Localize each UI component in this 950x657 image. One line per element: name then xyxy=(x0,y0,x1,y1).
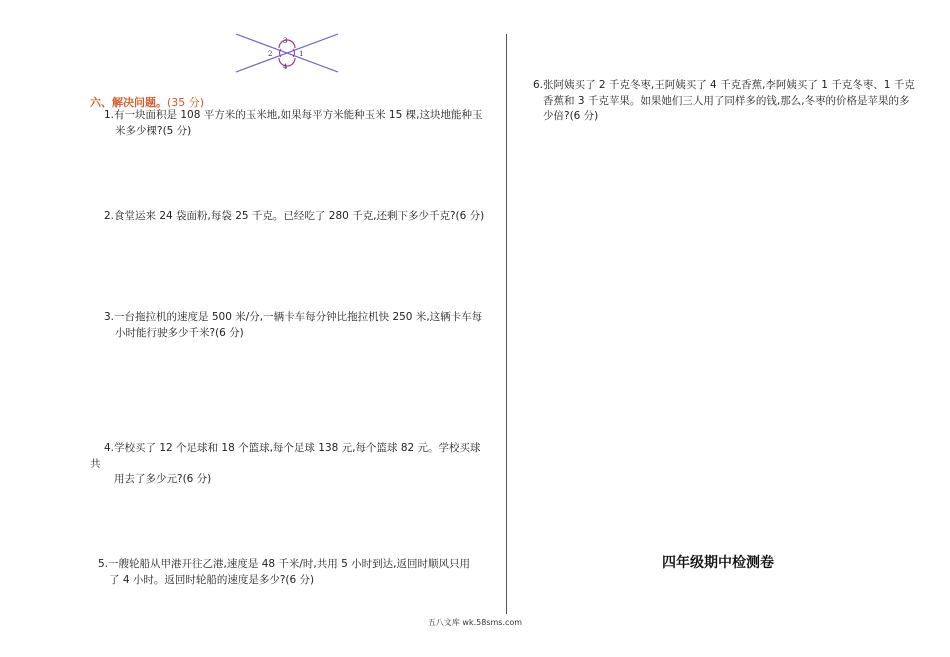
question-4-line-3: 用去了多少元?(6 分) xyxy=(114,473,212,485)
question-6-line-3: 少倍?(6 分) xyxy=(543,110,599,122)
angle-label-2: 2 xyxy=(268,50,273,58)
exam-title: 四年级期中检测卷 xyxy=(662,555,774,571)
question-1-line-1: 1.有一块面积是 108 平方米的玉米地,如果每平方米能种玉米 15 棵,这块地能种玉 xyxy=(104,109,483,121)
question-4-line-1: 4.学校买了 12 个足球和 18 个篮球,每个足球 138 元,每个篮球 82 元。学校买球 xyxy=(104,442,481,454)
question-1 xyxy=(104,108,499,139)
question-5 xyxy=(98,557,488,588)
angle-label-1: 1 xyxy=(299,50,304,58)
intersecting-lines-diagram xyxy=(232,32,344,74)
section-title-text: 六、解决问题。 xyxy=(90,96,167,109)
question-2-line-1: 2.食堂运来 24 袋面粉,每袋 25 千克。已经吃了 280 千克,还剩下多少千克?(6 分) xyxy=(104,210,485,222)
column-divider xyxy=(506,34,507,614)
section-points: (35 分) xyxy=(167,96,205,109)
question-1-line-2: 米多少棵?(5 分) xyxy=(115,124,192,137)
question-3-line-1: 3.一台拖拉机的速度是 500 米/分,一辆卡车每分钟比拖拉机快 250 米,这辆卡车每 xyxy=(104,311,483,323)
angle-label-3: 3 xyxy=(283,37,288,45)
question-6 xyxy=(533,78,918,125)
question-6-line-1: 6.张阿姨买了 2 千克冬枣,王阿姨买了 4 千克香蕉,李阿姨买了 1 千克冬枣、1 千克 xyxy=(533,79,915,91)
question-5-line-2: 了 4 小时。返回时轮船的速度是多少?(6 分) xyxy=(109,573,315,586)
question-6-line-2: 香蕉和 3 千克苹果。如果她们三人用了同样多的钱,那么,冬枣的价格是苹果的多 xyxy=(543,94,910,107)
question-2 xyxy=(104,209,499,225)
angle-label-4: 4 xyxy=(283,63,288,71)
footer-watermark: 五八文库 wk.58sms.com xyxy=(427,618,523,627)
question-5-line-1: 5.一艘轮船从甲港开往乙港,速度是 48 千米/时,共用 5 小时到达,返回时顺风只用 xyxy=(98,558,470,570)
question-4-line-2: 共 xyxy=(90,457,101,470)
question-3 xyxy=(104,310,499,341)
question-3-line-2: 小时能行驶多少千米?(6 分) xyxy=(115,326,244,339)
question-4 xyxy=(90,441,490,488)
